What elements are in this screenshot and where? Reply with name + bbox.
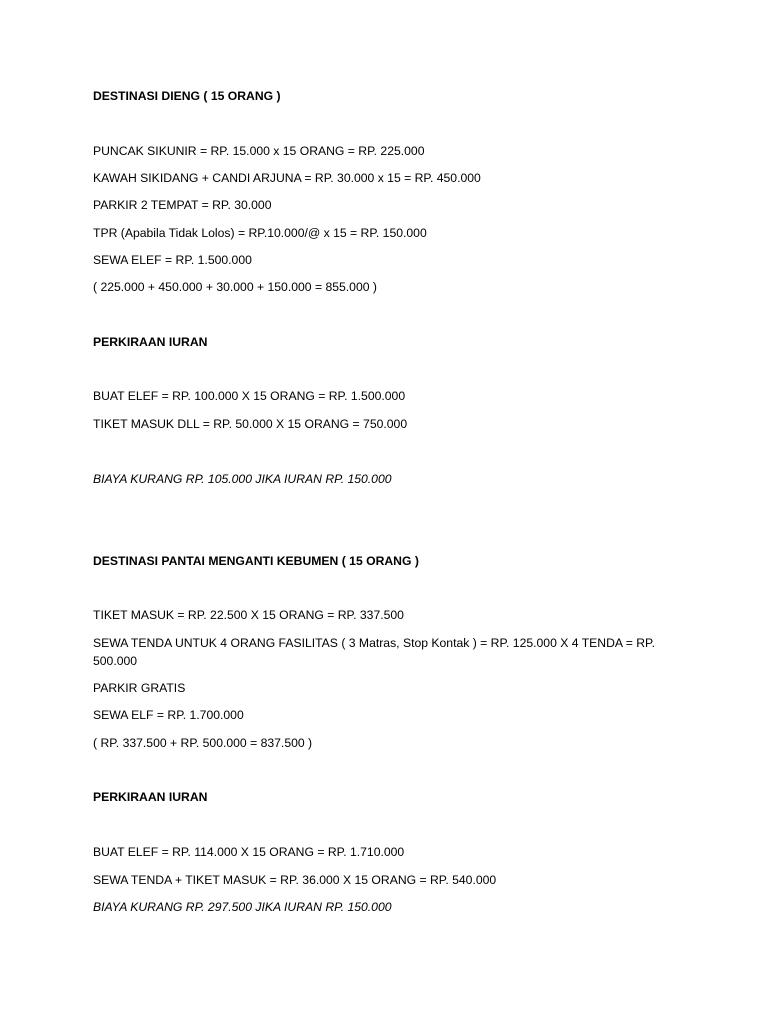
shortfall-note: BIAYA KURANG RP. 297.500 JIKA IURAN RP. 150.000: [93, 900, 392, 914]
cost-line: TPR (Apabila Tidak Lolos) = RP.10.000/@ x 15 = RP. 150.000: [93, 226, 427, 240]
section-heading-menganti: DESTINASI PANTAI MENGANTI KEBUMEN ( 15 ORANG ): [93, 554, 419, 568]
estimate-heading: PERKIRAAN IURAN: [93, 790, 208, 804]
cost-line: PUNCAK SIKUNIR = RP. 15.000 x 15 ORANG = RP. 225.000: [93, 144, 425, 158]
shortfall-note: BIAYA KURANG RP. 105.000 JIKA IURAN RP. 150.000: [93, 472, 392, 486]
cost-line: KAWAH SIKIDANG + CANDI ARJUNA = RP. 30.000 x 15 = RP. 450.000: [93, 171, 481, 185]
cost-sum-line: ( 225.000 + 450.000 + 30.000 + 150.000 = 855.000 ): [93, 280, 377, 294]
cost-line: SEWA ELEF = RP. 1.500.000: [93, 253, 252, 267]
cost-line: TIKET MASUK = RP. 22.500 X 15 ORANG = RP. 337.500: [93, 608, 404, 622]
section-heading-dieng: DESTINASI DIENG ( 15 ORANG ): [93, 89, 281, 103]
cost-line: PARKIR GRATIS: [93, 681, 186, 695]
estimate-line: TIKET MASUK DLL = RP. 50.000 X 15 ORANG = 750.000: [93, 417, 408, 431]
cost-sum-line: ( RP. 337.500 + RP. 500.000 = 837.500 ): [93, 736, 313, 750]
estimate-heading: PERKIRAAN IURAN: [93, 335, 208, 349]
estimate-line: BUAT ELEF = RP. 114.000 X 15 ORANG = RP. 1.710.000: [93, 845, 405, 859]
cost-line: SEWA TENDA UNTUK 4 ORANG FASILITAS ( 3 Matras, Stop Kontak ) = RP. 125.000 X 4 TENDA = RP. 500.000: [93, 636, 655, 668]
estimate-line: BUAT ELEF = RP. 100.000 X 15 ORANG = RP. 1.500.000: [93, 389, 406, 403]
estimate-line: SEWA TENDA + TIKET MASUK = RP. 36.000 X 15 ORANG = RP. 540.000: [93, 873, 497, 887]
cost-line: PARKIR 2 TEMPAT = RP. 30.000: [93, 198, 272, 212]
cost-line: SEWA ELF = RP. 1.700.000: [93, 708, 244, 722]
